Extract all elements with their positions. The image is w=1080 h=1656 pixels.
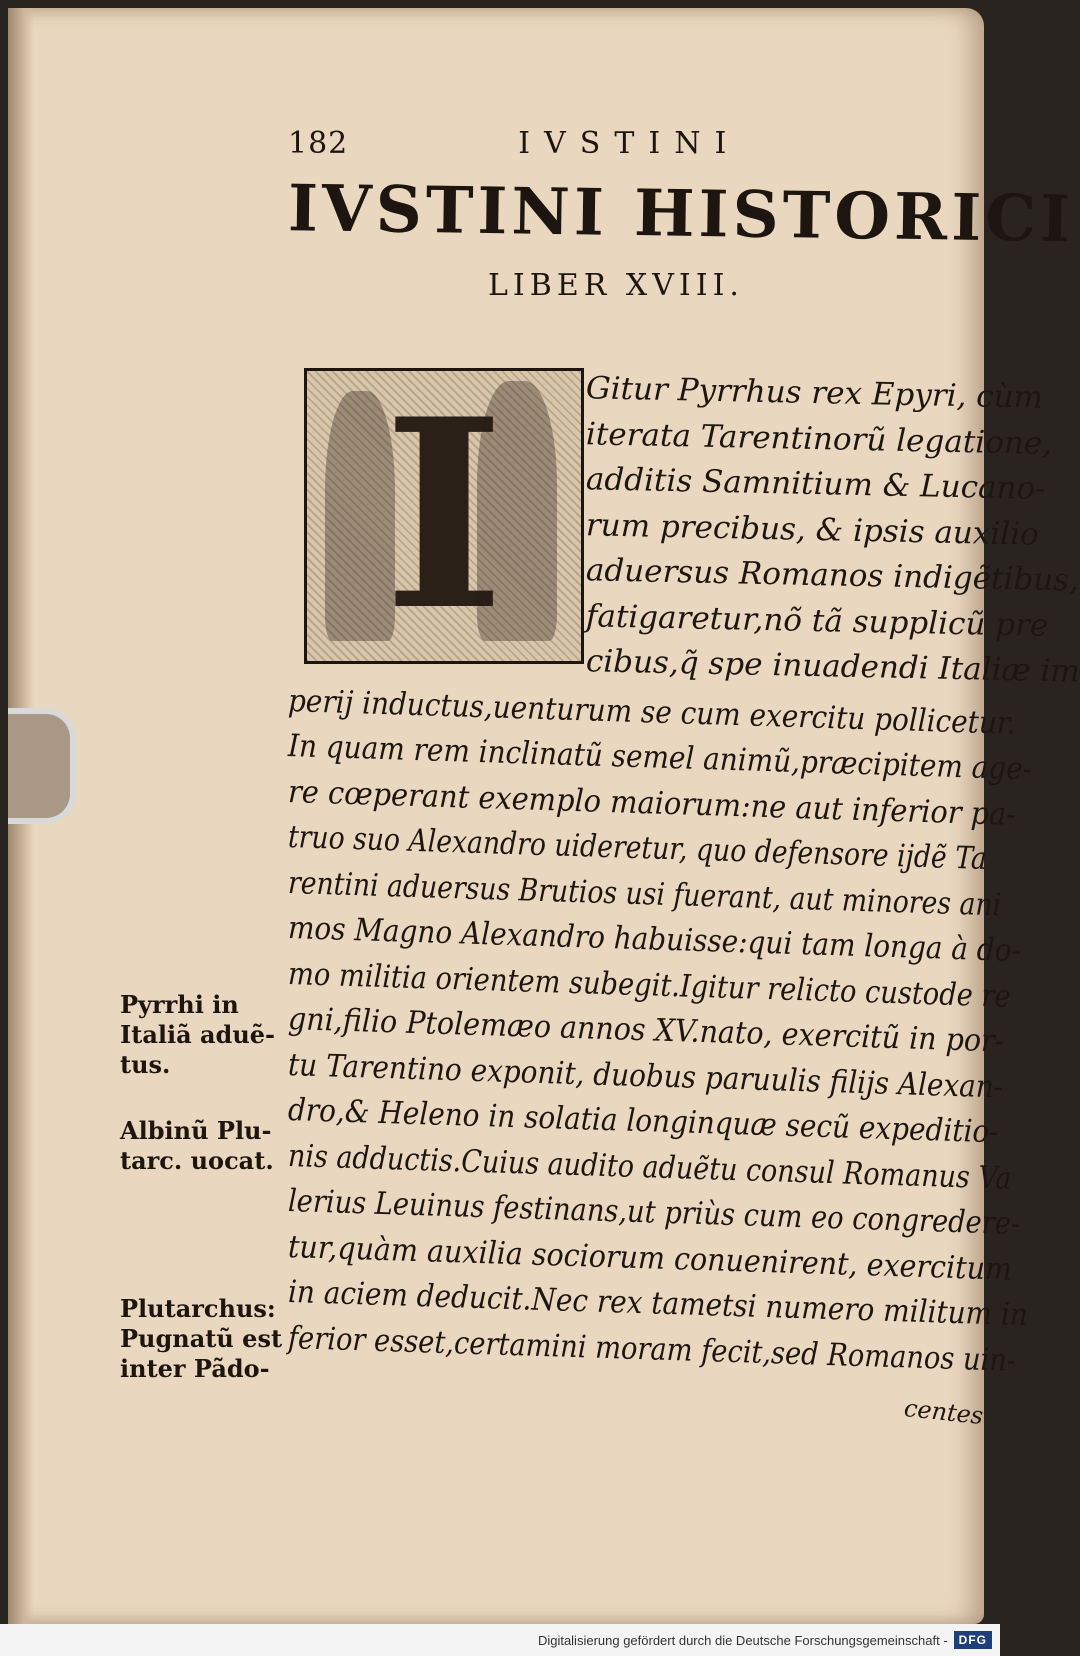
initial-letter: I <box>383 363 505 668</box>
text-line: iterata Tarentinorũ legatione, <box>585 415 1053 462</box>
text-line: perij inductus,uenturum se cum exercitu pollicetur. <box>287 682 1017 742</box>
digitization-footer <box>0 1624 1000 1656</box>
book-subtitle: LIBER XVIII. <box>488 268 744 303</box>
catchword: centes <box>902 1393 985 1431</box>
text-line: Gitur Pyrrhus rex Epyri, cùm <box>585 370 1044 416</box>
book-clasp <box>8 708 76 824</box>
running-header <box>288 126 944 161</box>
text-line: cibus,q̃ spe inuadendi Italiæ im <box>585 643 1080 690</box>
text-line: mos Magno Alexandro habuisse:qui tam longa à do- <box>287 910 1022 970</box>
text-line: tur,quàm auxilia sociorum conuenirent, exercitum <box>287 1228 1013 1288</box>
marginal-note-line: Plutarchus: <box>120 1294 276 1323</box>
text-line: in aciem deducit.Nec rex tametsi numero militum in <box>287 1274 1029 1334</box>
marginal-note-albinus <box>120 1116 290 1176</box>
text-line: rum precibus, & ipsis auxilio <box>585 506 1040 553</box>
text-line: re cœperant exemplo maiorum:ne aut inferior pa- <box>287 773 1017 833</box>
footer-credit: Digitalisierung gefördert durch die Deutsche Forschungsgemeinschaft - <box>537 1632 948 1648</box>
text-line: mo militia orientem subegit.Igitur relicto custode re <box>287 955 1012 1015</box>
text-line: nis adductis.Cuius audito aduẽtu consul Romanus Va <box>287 1137 1013 1197</box>
marginal-note-plutarch <box>120 1294 290 1384</box>
marginal-note-line: tarc. uocat. <box>120 1146 274 1175</box>
body-text <box>287 360 1080 1379</box>
book-page <box>8 8 1080 1624</box>
text-line: tu Tarentino exponit, duobus paruulis filijs Alexan- <box>287 1046 1004 1105</box>
marginal-note-line: Pugnatũ est <box>120 1324 283 1353</box>
text-line: gni,filio Ptolemæo annos XV.nato, exercitũ in por- <box>287 1001 1005 1060</box>
text-line: dro,& Heleno in solatia longinquæ secũ expeditio- <box>287 1092 1000 1151</box>
text-line: truo suo Alexandro uideretur, quo defensore ijdẽ Ta <box>287 819 988 877</box>
marginal-note-line: Italiã aduẽ- <box>120 1020 276 1049</box>
page-number: 182 <box>288 126 349 161</box>
marginal-note-line: Albinũ Plu- <box>120 1116 272 1145</box>
marginal-note-line: inter Pãdo- <box>120 1354 270 1383</box>
text-line: lerius Leuinus festinans,ut priùs cum eo congredere- <box>287 1183 1021 1242</box>
dfg-logo: DFG <box>954 1631 992 1649</box>
page-title: IVSTINI HISTORICI <box>287 171 1075 258</box>
marginal-note-line: Pyrrhi in <box>120 990 239 1019</box>
text-line: aduersus Romanos indigẽtibus, <box>585 552 1080 599</box>
marginal-note-line: tus. <box>120 1050 171 1079</box>
text-line: additis Samnitium & Lucano- <box>585 461 1046 507</box>
text-line: fatigaretur,nõ tã supplicũ pre <box>585 597 1049 644</box>
text-line: rentini aduersus Brutios usi fuerant, aut minores ani <box>287 864 1002 923</box>
running-head: IVSTINI <box>518 126 741 161</box>
text-line: ferior esset,certamini moram fecit,sed Romanos uin- <box>287 1319 1017 1379</box>
marginal-note-pyrrhus <box>120 990 290 1080</box>
text-line: In quam rem inclinatũ semel animũ,præcipitem age- <box>287 728 1033 788</box>
